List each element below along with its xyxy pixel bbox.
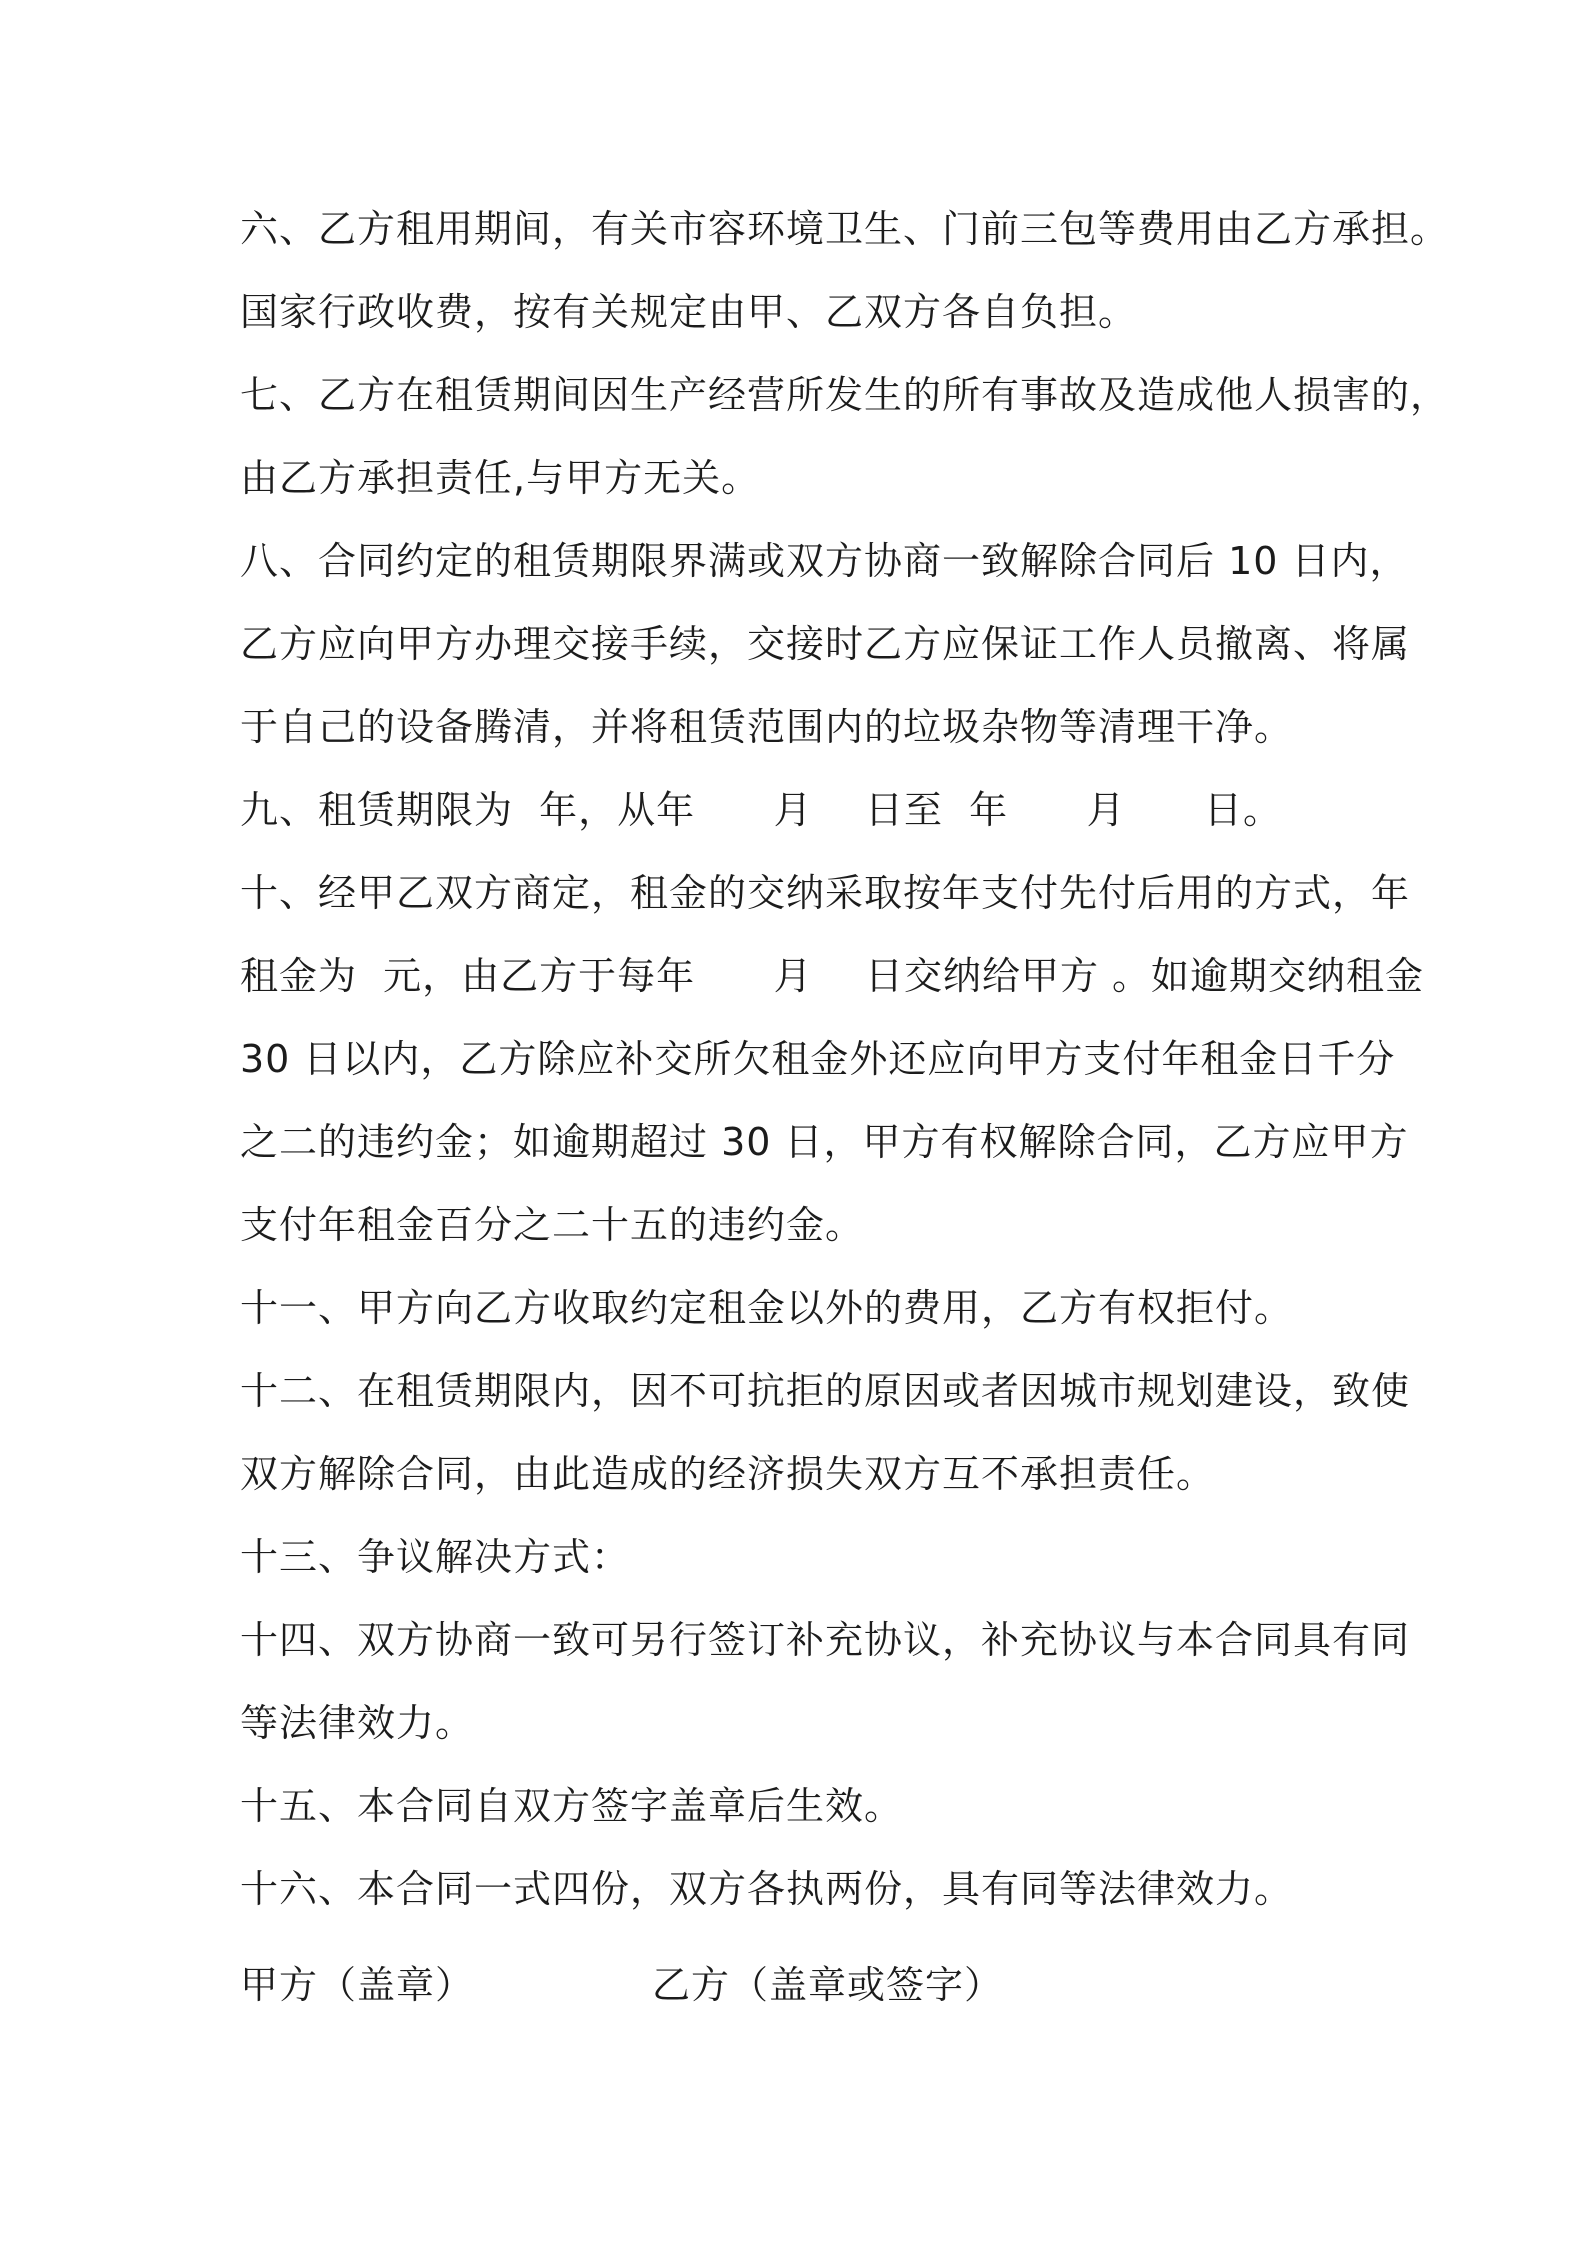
clause-6-line-1: 六、乙方租用期间，有关市容环境卫生、门前三包等费用由乙方承担。 [240,207,1450,251]
clause-16-line-1: 十六、本合同一式四份，双方各执两份，具有同等法律效力。 [240,1867,1294,1911]
clause-8-line-1: 八、合同约定的租赁期限界满或双方协商一致解除合同后 10 日内， [240,539,1409,583]
clause-13-line-1: 十三、争议解决方式： [240,1535,631,1579]
clause-15-line-1: 十五、本合同自双方签字盖章后生效。 [240,1784,904,1828]
clause-10-line-2: 租金为 元，由乙方于每年 月 日交纳给甲方 。如逾期交纳租金 [240,954,1425,998]
clause-7-line-2: 由乙方承担责任,与甲方无关。 [240,456,761,500]
clause-10-line-5: 支付年租金百分之二十五的违约金。 [240,1203,865,1247]
clause-14-line-2: 等法律效力。 [240,1701,475,1745]
clause-12-line-1: 十二、在租赁期限内，因不可抗拒的原因或者因城市规划建设，致使 [240,1369,1411,1413]
clause-10-line-3: 30 日以内，乙方除应补交所欠租金外还应向甲方支付年租金日千分 [240,1037,1396,1081]
clause-10-line-4: 之二的违约金；如逾期超过 30 日，甲方有权解除合同，乙方应甲方 [240,1120,1409,1164]
clause-8-line-3: 于自己的设备腾清，并将租赁范围内的垃圾杂物等清理干净。 [240,705,1294,749]
clause-6-line-2: 国家行政收费，按有关规定由甲、乙双方各自负担。 [240,290,1138,334]
clause-12-line-2: 双方解除合同，由此造成的经济损失双方互不承担责任。 [240,1452,1216,1496]
clause-7-line-1: 七、乙方在租赁期间因生产经营所发生的所有事故及造成他人损害的， [240,373,1450,417]
clause-10-line-1: 十、经甲乙双方商定，租金的交纳采取按年支付先付后用的方式，年 [240,871,1411,915]
party-b-signature-label: 乙方（盖章或签字） [652,1963,1004,2007]
clause-14-line-1: 十四、双方协商一致可另行签订补充协议，补充协议与本合同具有同 [240,1618,1411,1662]
clause-11-line-1: 十一、甲方向乙方收取约定租金以外的费用，乙方有权拒付。 [240,1286,1294,1330]
clause-8-line-2: 乙方应向甲方办理交接手续，交接时乙方应保证工作人员撤离、将属 [240,622,1411,666]
signature-row [240,1960,1380,2010]
clause-9-line-1: 九、租赁期限为 年，从年 月 日至 年 月 日。 [240,788,1283,832]
party-a-signature-label: 甲方（盖章） [240,1963,475,2007]
